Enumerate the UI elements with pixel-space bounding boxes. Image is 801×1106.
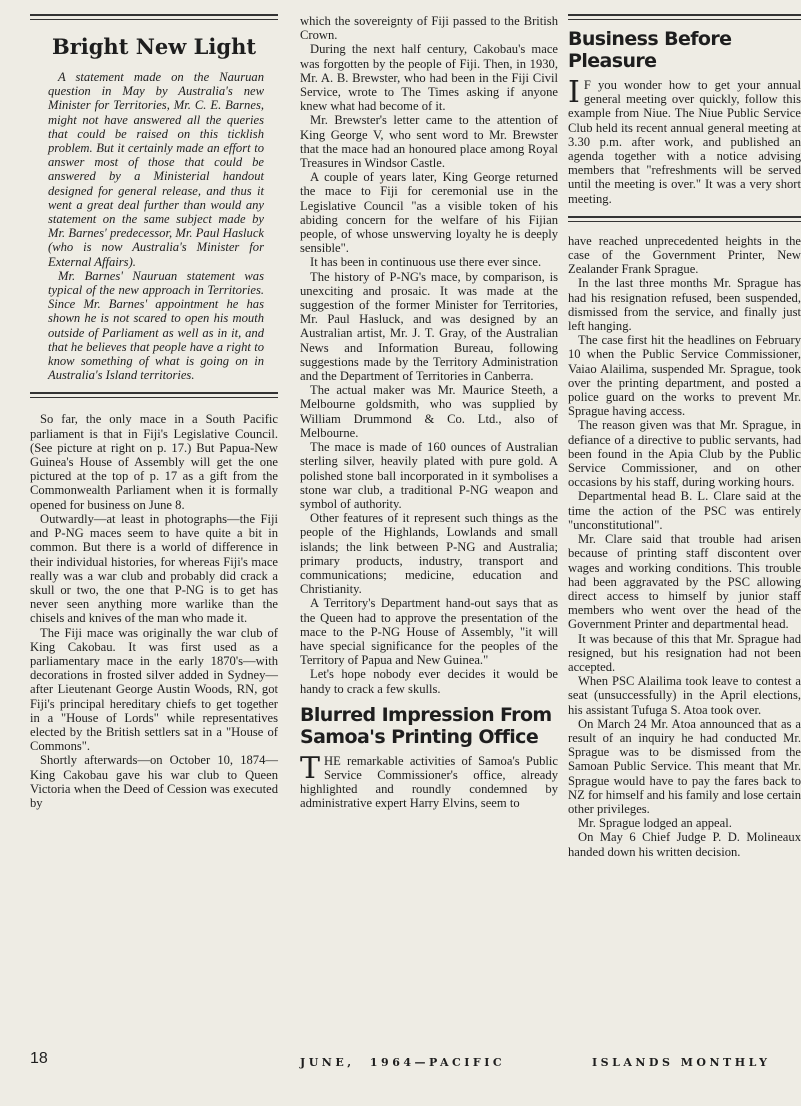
magazine-name: ISLANDS MONTHLY xyxy=(592,1056,771,1069)
article-paragraph: which the sovereignty of Fiji passed to the British Crown. xyxy=(300,14,558,43)
article-paragraph: Shortly afterwards—on October 10, 1874—King Cakobau gave his war club to Queen Victoria when the Deed of Cession was executed by xyxy=(30,753,278,810)
mace-article-continued xyxy=(300,14,558,696)
article-paragraph: In the last three months Mr. Sprague has had his resignation refused, been suspended, dismissed from the service, and finally just left hanging. xyxy=(568,276,801,334)
article-paragraph: A couple of years later, King George returned the mace to Fiji for ceremonial use in the Legislative Council "as a visible token of his abiding concern for the welfare of his Fijian people, of whose unswerving loyalty he is deeply sensible". xyxy=(300,170,558,256)
article-paragraph: have reached unprecedented heights in the case of the Government Printer, New Zealander Frank Sprague. xyxy=(568,233,801,277)
drop-cap: T xyxy=(300,750,321,786)
article-paragraph: Mr. Brewster's letter came to the attention of King George V, who sent word to Mr. Brewster that the mace had an honoured place among Royal Treasures in Windsor Castle. xyxy=(300,113,558,171)
box-paragraph: A statement made on the Nauruan question in May by Australia's new Minister for Territories, Mr. C. E. Barnes, might not have answered all the queries that could be raised on this ticklish problem. But it certainly made an effort to answer most of those that could be answered by a Ministerial handout designed for general release, and thus it went a great deal further than would any statement on the same subject made by Mr. Barnes' predecessor, Mr. Paul Hasluck (who is now Australia's Minister for External Affairs). xyxy=(48,70,264,269)
article-paragraph: The reason given was that Mr. Sprague, in defiance of a directive to public servants, had been found in the Apia Club by the Public Service Commissioner, and on other occasions by his staff, during working hours. xyxy=(568,418,801,490)
article-paragraph: The mace is made of 160 ounces of Australian sterling silver, heavily plated with pure gold. A polished stone ball incorporated in it symbolises a stone war club, a traditional P-NG weapon and symbol of authority. xyxy=(300,440,558,511)
box-top-rule xyxy=(30,14,278,20)
samoa-first-paragraph: THE remarkable activities of Samoa's Public Service Commissioner's office, already highlighted and roundly condemned by administrative expert Harry Elvins, seem to xyxy=(300,750,558,811)
article-paragraph: A Territory's Department hand-out says that as the Queen had to approve the presentation of the mace to the P-NG House of Assembly, "it will have special significance for the peoples of the Territory of Papua and New Guinea." xyxy=(300,596,558,668)
left-column xyxy=(30,14,278,810)
business-top-rule xyxy=(568,14,801,20)
article-paragraph: It was because of this that Mr. Sprague had resigned, but his resignation had not been accepted. xyxy=(568,631,801,674)
right-column xyxy=(568,14,801,859)
article-paragraph: Mr. Clare said that trouble had arisen because of printing staff discontent over wages and working conditions. This trouble had been aggravated by the PSC allowing direct access to himself by junior staff members who went over the head of the Government Printer and departmental head. xyxy=(568,532,801,632)
page-footer xyxy=(0,1050,801,1080)
article-paragraph: The case first hit the headlines on February 10 when the Public Service Commissioner, Vaiao Alailima, suspended Mr. Sprague, took over the printing department, and posted a police guard on the works to prevent Mr. Sprague having access. xyxy=(568,333,801,419)
business-headline: Business Before Pleasure xyxy=(568,28,732,72)
article-paragraph: On March 24 Mr. Atoa announced that as a result of an inquiry he had conducted Mr. Sprague was to be dismissed from the Samoan Public Service. This meant that Mr. Sprague would have to pay the fares back to NZ for himself and his family and lose certain other privileges. xyxy=(568,716,801,816)
article-paragraph: Mr. Sprague lodged an appeal. xyxy=(578,816,732,831)
article-paragraph: When PSC Alailima took leave to contest a seat (unsuccessfully) in the April elections, his assistant Tufuga S. Atoa took over. xyxy=(568,674,801,717)
article-paragraph: Let's hope nobody ever decides it would be handy to crack a few skulls. xyxy=(300,667,558,696)
box-title: Bright New Light xyxy=(51,34,257,59)
drop-cap: I xyxy=(568,75,580,110)
article-paragraph: On May 6 Chief Judge P. D. Molineaux handed down his written decision. xyxy=(568,830,801,859)
article-paragraph: Other features of it represent such things as the people of the Highlands, Lowlands and small islands; the link between P-NG and Australia; primary products, industry, transport and communications; medicine, education and Christianity. xyxy=(300,511,558,597)
article-paragraph: The actual maker was Mr. Maurice Steeth, a Melbourne goldsmith, who was supplied by William Drummond & Co. Ltd., also of Melbourne. xyxy=(300,383,558,440)
article-paragraph: Outwardly—at least in photographs—the Fiji and P-NG maces seem to have quite a bit in common. But there is a world of difference in their individual histories, for whereas Fiji's mace really was a war club and probably did crack a skull or two, the one that P-NG is to get has never seen anything more warlike than the chisels and knives of the man who made it. xyxy=(30,511,278,626)
article-paragraph: The history of P-NG's mace, by comparison, is unexciting and prosaic. It was made at the suggestion of the former Minister for Territories, Mr. Paul Hasluck, and was designed by an Australian artist, Mr. J. T. Gray, of the Australian News and Information Bureau, following suggestions made by the Territory Administration and the Department of Territories in Canberra. xyxy=(300,269,558,384)
article-paragraph: Departmental head B. L. Clare said at the time the action of the PSC was entirely "unconstitutional". xyxy=(568,489,801,532)
business-paragraph: I F you wonder how to get your annual general meeting over quickly, follow this example from Niue. The Niue Public Service Club held its recent annual general meeting at 3.30 p.m. after work, and published an agenda together with a notice advising members that "refreshments will be served until the meeting is over." It was a very short meeting. xyxy=(568,75,801,206)
box-paragraph: Mr. Barnes' Nauruan statement was typical of the new approach in Territories. Since Mr. Barnes' appointment he has shown he is not scared to open his mouth outside of Parliament as well as in it, and that he believes that people have a right to know something of what is going on in Australia's Island territories. xyxy=(48,268,264,383)
article-paragraph: The Fiji mace was originally the war club of King Cakobau. It was first used as a parliamentary mace in the early 1870's—with decorations in frosted silver added in Sydney—after Lieutenant George Austin Woods, RN, got Fiji's principal hereditary chiefs to get together in a "House of Lords" while representatives elected by the British settlers sat in a "House of Commons". xyxy=(30,625,278,754)
article-paragraph: During the next half century, Cakobau's mace was forgotten by the people of Fiji. Then, in 1930, Mr. A. B. Brewster, who had been in the Fiji Civil Service, wrote to The Times asking if anyone knew what had become of it. xyxy=(300,42,558,114)
bright-new-light-box xyxy=(30,34,278,382)
page-number: 18 xyxy=(30,1050,48,1067)
article-paragraph: It has been in continuous use there ever since. xyxy=(310,255,542,270)
mace-article xyxy=(30,412,278,810)
samoa-headline: Blurred Impression From Samoa's Printing Office xyxy=(300,703,552,748)
middle-column xyxy=(300,14,558,811)
article-paragraph: So far, the only mace in a South Pacific parliament is that in Fiji's Legislative Council. (See picture at right on p. 17.) But Papua-New Guinea's House of Assembly will get the one pictured at the top of p. 17 as a gift from the Commonwealth Parliament when it is formally opened for business on June 8. xyxy=(30,412,278,512)
samoa-article-continued xyxy=(568,234,801,859)
issue-date: JUNE, 1964—PACIFIC xyxy=(300,1056,506,1069)
